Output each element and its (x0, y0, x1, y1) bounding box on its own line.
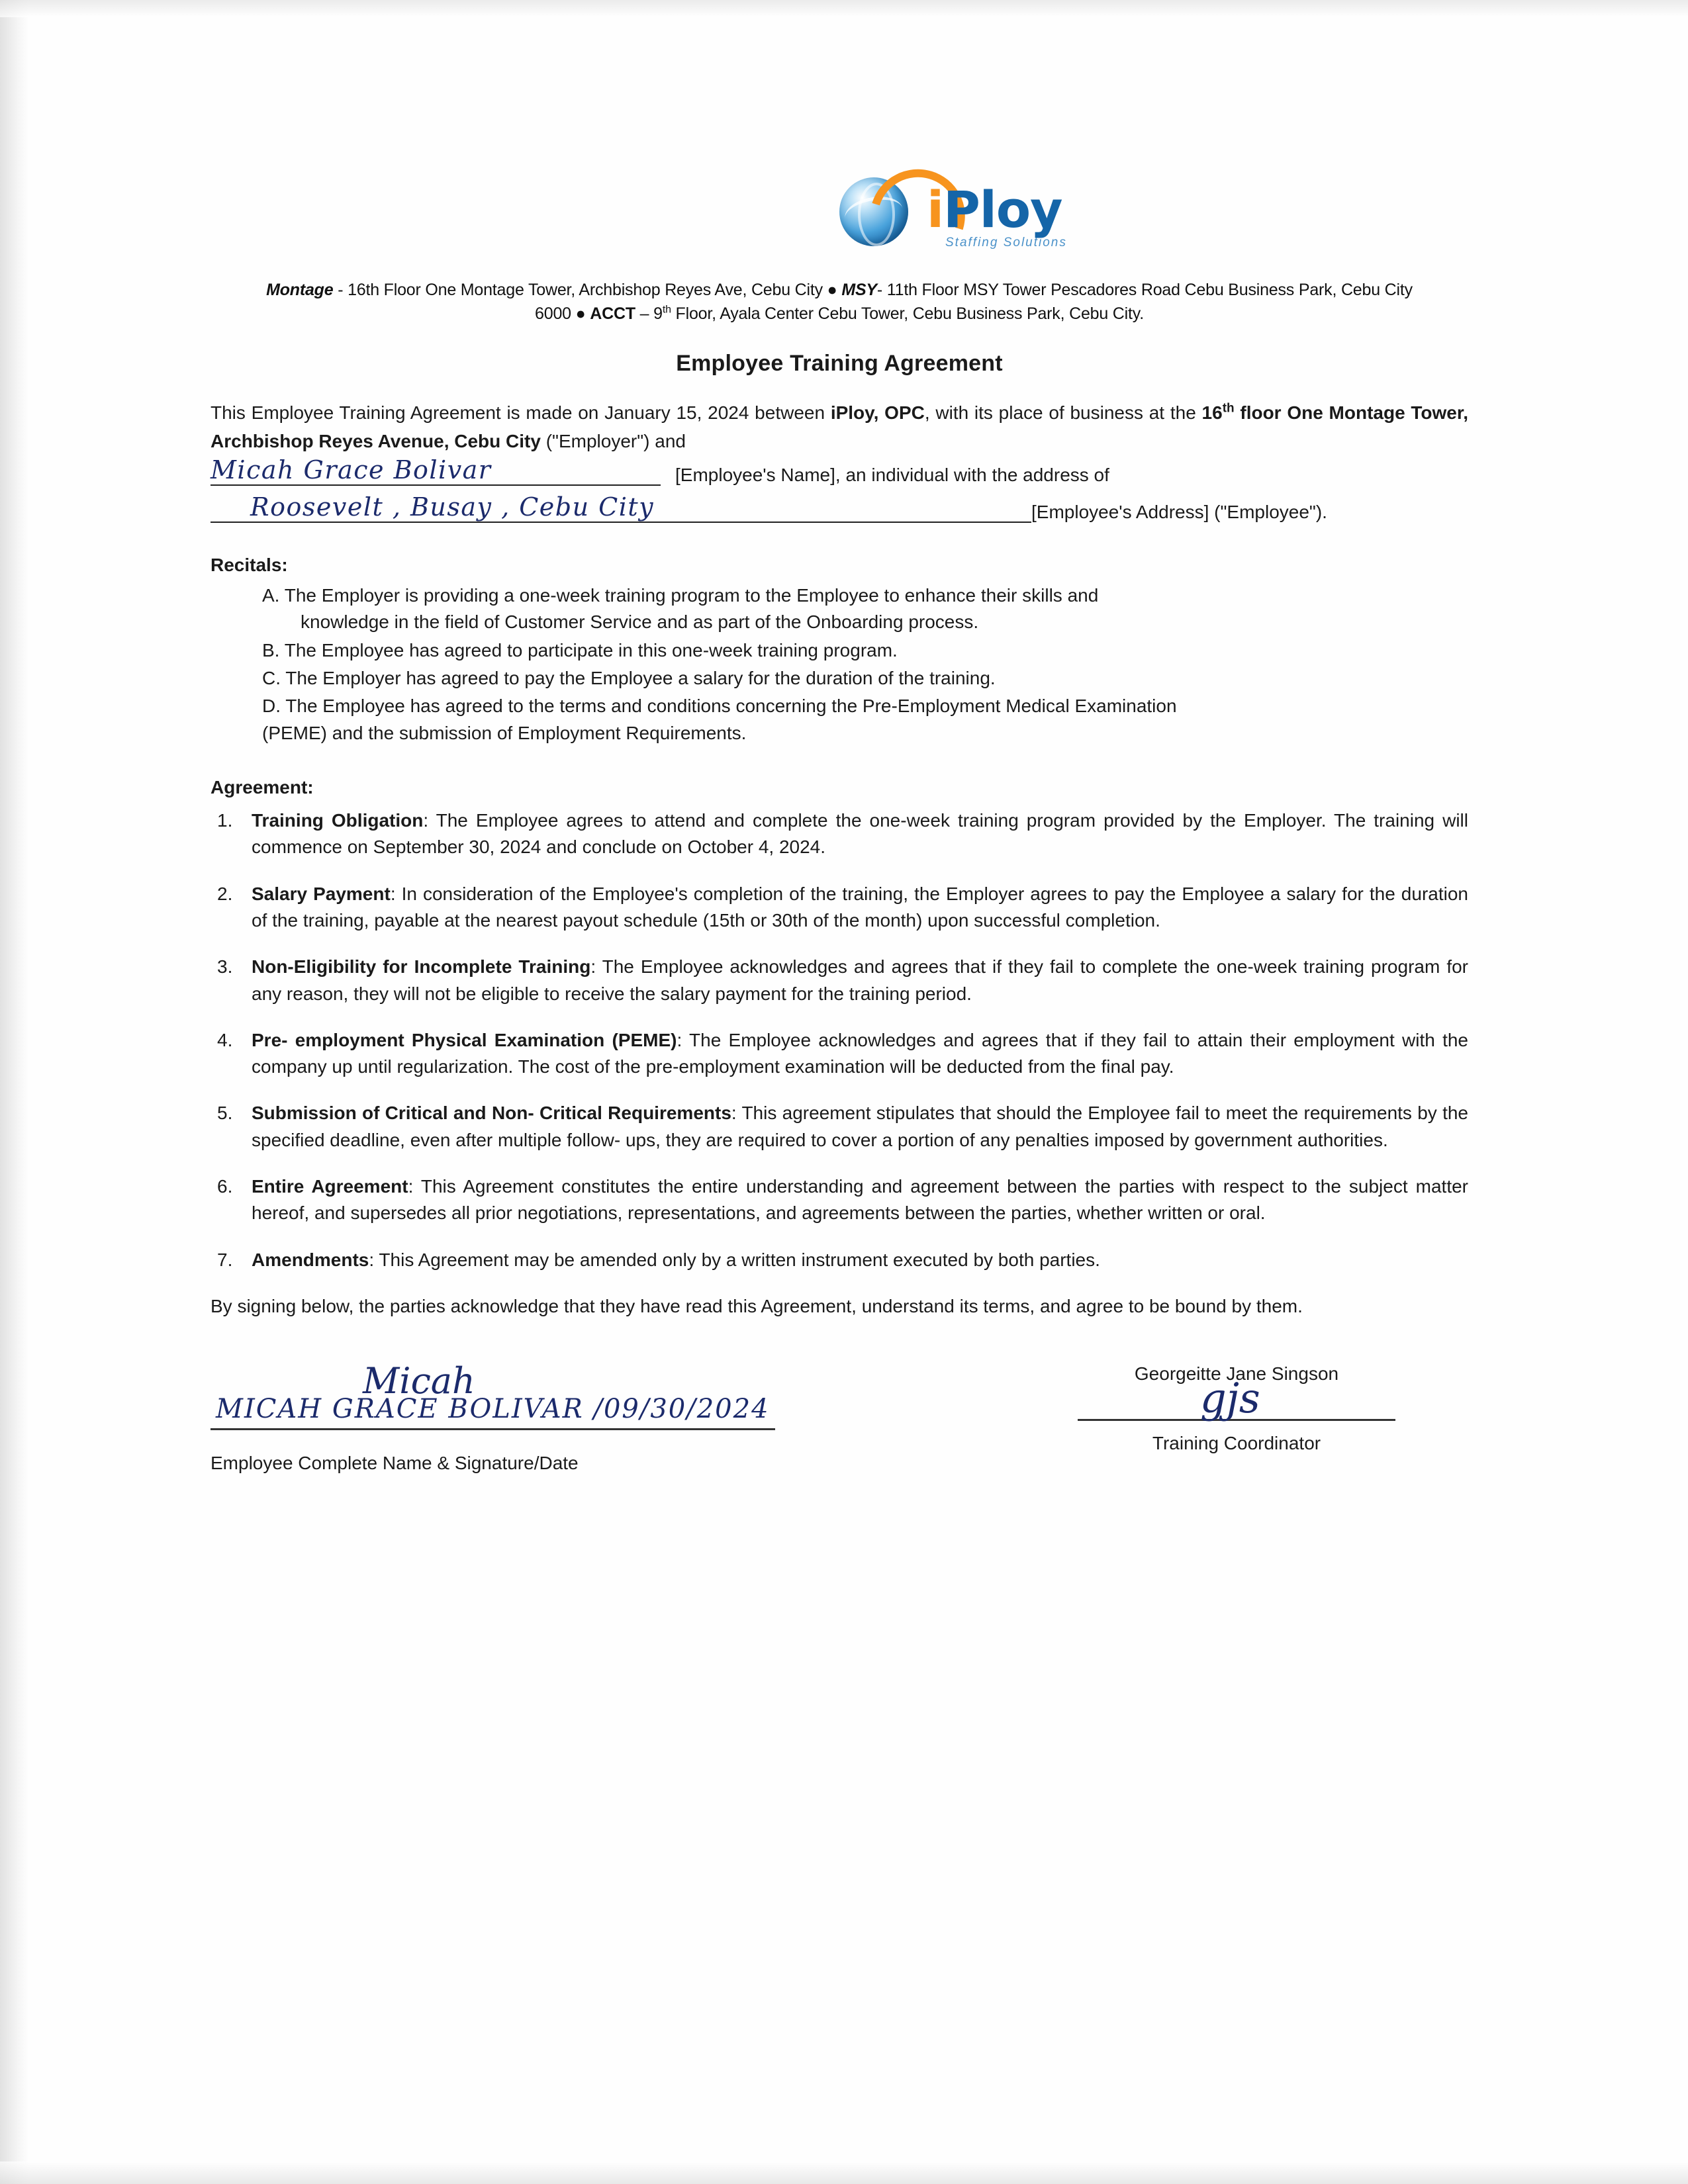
intro-part3: ("Employer") and (540, 430, 686, 451)
agreement-clause-list (211, 807, 1468, 1273)
clause-3-number: 3. (217, 956, 233, 978)
employer-address-bold2: floor One Montage Tower, Archbishop Reyes Avenue, Cebu City (211, 402, 1469, 451)
clause-5-text: : This agreement stipulates that should the Employee fail to meet the requirements by the specified deadline, even after multiple follow- ups, they are required to cover a portion of any penalties imposed by government authorities. (252, 1103, 1468, 1150)
clause-2-text: : In consideration of the Employee's completion of the training, the Employer agrees to pay the Employee a salary for the duration of the training, payable at the nearest payout schedule (15th or 30th of the month) upon successful completion. (252, 883, 1468, 931)
employee-address-handwriting: Roosevelt , Busay , Cebu City (250, 492, 655, 522)
address-msy-label: MSY (841, 281, 877, 299)
company-logo (211, 165, 1468, 275)
employee-name-field[interactable] (211, 455, 661, 486)
intro-part2: , with its place of business at the (924, 402, 1202, 423)
clause-5-number: 5. (217, 1103, 233, 1124)
clause-2-number: 2. (217, 883, 233, 904)
intro-part1: This Employee Training Agreement is made on January 15, 2024 between (211, 402, 831, 423)
clause-7-text: : This Agreement may be amended only by a written instrument executed by both parties. (369, 1249, 1100, 1270)
employee-address-field[interactable] (211, 492, 1031, 523)
employee-printed-name-date: MICAH GRACE BOLIVAR /09/30/2024 (211, 1391, 775, 1430)
recital-a-line1: The Employer is providing a one-week training program to the Employee to enhance their skills and (284, 585, 1099, 606)
clause-6-text: : This Agreement constitutes the entire understanding and agreement between the parties with respect to the subject matter hereof, and supersedes all prior negotiations, representations, and agreements between the parties, whether written or oral. (252, 1176, 1468, 1224)
clause-7-title: Amendments (252, 1249, 369, 1270)
clause-3-title: Non-Eligibility for Incomplete Training (252, 956, 591, 978)
agreement-heading: Agreement: (211, 776, 314, 797)
recital-d-line1: The Employee has agreed to the terms and conditions concerning the Pre-Employment Medical Examination (285, 696, 1177, 717)
employer-address-sup: th (1222, 401, 1235, 416)
address-acct-label: ACCT (590, 304, 635, 323)
recital-c-label: C. (262, 668, 281, 689)
employee-name-label: [Employee's Name], an individual with the address of (675, 465, 1109, 486)
agreement-clause-2 (211, 881, 1468, 934)
address-line2-pre: 6000 (535, 304, 571, 323)
clause-5-title: Submission of Critical and Non- Critical Requirements (252, 1103, 731, 1124)
recital-item-b (262, 637, 1468, 664)
address-montage-text: - 16th Floor One Montage Tower, Archbishop Reyes Ave, Cebu City (333, 281, 823, 299)
clause-4-number: 4. (217, 1029, 233, 1050)
recital-d-label: D. (262, 696, 281, 717)
clause-1-text: : The Employee agrees to attend and complete the one-week training program provided by the Employer. The training will commence on September 30, 2024 and conclude on October 4, 2024. (252, 809, 1469, 858)
clause-2-title: Salary Payment (252, 883, 391, 904)
document-content (211, 165, 1468, 1582)
clause-4-text: : The Employee acknowledges and agrees that if they fail to attain their employment with the company up until regularization. The cost of the pre-employment examination will be deducted from the final pay. (252, 1029, 1468, 1077)
employee-name-row (211, 455, 1468, 492)
employee-address-row (211, 492, 1468, 532)
employer-company-name: iPloy, OPC (830, 402, 925, 423)
address-msy-tail: Cebu City (1340, 281, 1413, 299)
employee-signature-caption: Employee Complete Name & Signature/Date (211, 1453, 579, 1474)
recital-d-line2: (PEME) and the submission of Employment Requirements. (262, 722, 747, 743)
clause-7-number: 7. (217, 1249, 233, 1270)
address-acct-text: – 9 (635, 304, 663, 323)
recital-b-label: B. (262, 639, 280, 660)
logo-wordmark-rest: Ploy (943, 180, 1062, 239)
coordinator-signature-block (1005, 1363, 1468, 1454)
logo-wordmark (927, 180, 1062, 239)
address-acct-tail: Floor, Ayala Center Cebu Tower, Cebu Business Park, Cebu City. (671, 304, 1144, 323)
coordinator-signature-script: gjs (1200, 1374, 1260, 1423)
address-montage-label: Montage (266, 281, 334, 299)
employee-signature-script: Micah (363, 1360, 475, 1402)
address-bullet-1: ● (827, 281, 837, 299)
clause-1-number: 1. (217, 809, 233, 831)
clause-6-title: Entire Agreement (252, 1176, 408, 1197)
recital-b-line1: The Employee has agreed to participate in this one-week training program. (284, 639, 898, 660)
clause-3-text: : The Employee acknowledges and agrees that if they fail to complete the one-week training program for any reason, they will not be eligible to receive the salary payment for the training period. (252, 956, 1468, 1004)
recitals-heading: Recitals: (211, 555, 288, 576)
coordinator-title: Training Coordinator (1152, 1433, 1321, 1454)
employee-name-handwriting: Micah Grace Bolivar (211, 455, 492, 485)
employee-address-label: [Employee's Address] ("Employee"). (1031, 502, 1327, 523)
agreement-clause-6 (211, 1173, 1468, 1227)
coordinator-name: Georgeitte Jane Singson (1134, 1363, 1339, 1385)
address-msy-text: - 11th Floor MSY Tower Pescadores Road Cebu Business Park, (876, 281, 1341, 299)
recital-item-d (262, 693, 1468, 747)
recital-item-c (262, 665, 1468, 692)
agreement-clause-5 (211, 1100, 1468, 1154)
scan-edge-bottom (0, 2161, 1688, 2184)
recital-c-line1: The Employer has agreed to pay the Employee a salary for the duration of the training. (285, 668, 996, 689)
recital-a-label: A. (262, 585, 280, 606)
recital-item-a (262, 582, 1468, 636)
employer-address-bold1: 16 (1201, 402, 1223, 423)
scan-edge-left (0, 0, 30, 2184)
intro-paragraph (211, 399, 1468, 455)
clause-1-title: Training Obligation (252, 809, 424, 831)
agreement-clause-4 (211, 1027, 1468, 1081)
logo-tagline: Staffing Solutions (945, 236, 1067, 250)
logo-wordmark-i: i (927, 180, 944, 239)
agreement-clause-1 (211, 807, 1468, 861)
clause-6-number: 6. (217, 1176, 233, 1197)
recital-a-line2: knowledge in the field of Customer Service and as part of the Onboarding process. (301, 612, 979, 633)
address-bullet-2: ● (575, 304, 586, 323)
address-acct-sup: th (662, 304, 671, 316)
page-title: Employee Training Agreement (676, 351, 1003, 376)
closing-paragraph: By signing below, the parties acknowledge that they have read this Agreement, understand its terms, and agree to be bound by them. (211, 1296, 1303, 1317)
signature-area (211, 1360, 1468, 1582)
office-address-block (211, 279, 1468, 326)
scan-edge-top (0, 0, 1688, 17)
clause-4-title: Pre- employment Physical Examination (PEME) (252, 1029, 677, 1050)
employee-signature-block (211, 1360, 872, 1474)
agreement-clause-3 (211, 954, 1468, 1007)
agreement-clause-7 (211, 1247, 1468, 1273)
recitals-list (262, 582, 1468, 747)
